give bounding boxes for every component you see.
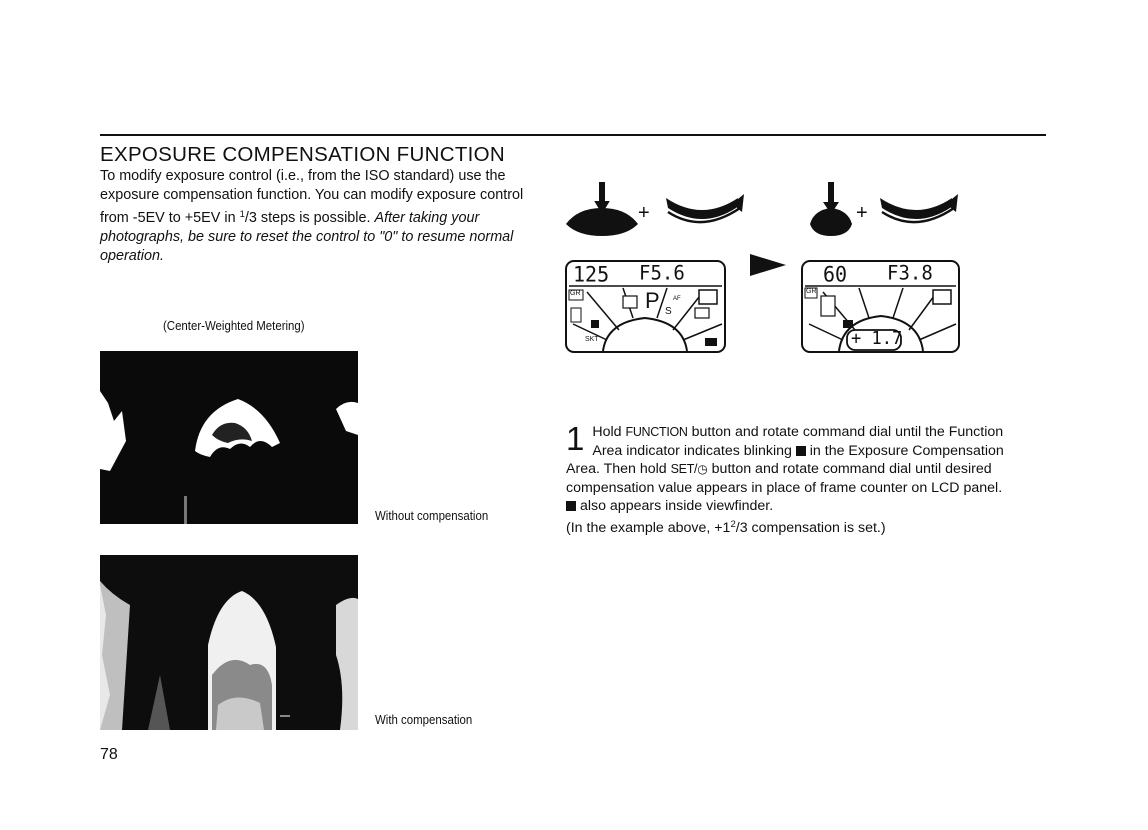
lcd-shutter-speed-after: 60 (823, 261, 848, 287)
step-1-instruction: 1 Hold FUNCTION button and rotate command dial until the Function Area indicator indicates blinking in the Exposure Compensation Area. Then hold SET/◷ button and rotate command dial until desired compensation value appears in place of frame counter on LCD panel. also appears inside viewfinder. (In the example above, $+1^2/3$ compensation is set.) (566, 420, 1004, 536)
step-number: 1 (566, 420, 585, 457)
page-title: EXPOSURE COMPENSATION FUNCTION (100, 143, 505, 166)
button-dial-diagram-2 (808, 180, 968, 244)
button-dial-diagram-1 (564, 180, 754, 244)
without-compensation-label: Without compensation (375, 508, 489, 523)
fraction: $^1$/3 (239, 209, 257, 226)
lcd-label-s: S (665, 306, 672, 317)
lcd-aperture-after: F3.8 (887, 261, 933, 285)
lcd-compensation-value: + 1.7 (851, 328, 903, 350)
example-text: (In the example above, +1 (566, 519, 731, 536)
self-timer-icon: ◷ (697, 462, 708, 476)
page-number: 78 (100, 746, 118, 763)
example-fraction-denominator: 3 (739, 519, 748, 536)
command-dial-icon (662, 188, 748, 234)
lcd-label-skt: SKT (585, 336, 599, 343)
example-fraction-numerator: 2 (730, 518, 736, 530)
lcd-label-gr-after: GR (806, 288, 817, 295)
lcd-panel-before (565, 260, 726, 353)
lcd-aperture: F5.6 (639, 261, 685, 285)
top-rule (100, 134, 1046, 136)
metering-caption: (Center-Weighted Metering) (163, 318, 305, 333)
plus-sign: + (638, 202, 650, 224)
photo-with-compensation (100, 555, 358, 730)
lcd-mode-p: P (645, 288, 660, 313)
fraction-denominator: 3 (248, 210, 257, 226)
lcd-shutter-speed: 125 (573, 261, 610, 287)
intro-warning: After taking your photographs, be sure to reset the control to "0" to resume normal operation. (100, 210, 514, 264)
fraction-numerator: 1 (239, 209, 245, 220)
step-text-2: button and rotate command dial until the Function Area indicator indicates blinking (592, 424, 1004, 459)
intro-paragraph (100, 167, 545, 266)
step-text-3: in the Exposure Compensation Area. Then hold (566, 442, 1004, 477)
compensation-indicator-icon (796, 446, 806, 456)
photo-without-compensation (100, 351, 358, 524)
set-button-label: SET/ (670, 462, 698, 476)
function-button-label: FUNCTION (625, 425, 688, 439)
example-text-end: compensation is set.) (747, 519, 886, 536)
lcd-panel-after (801, 260, 960, 353)
arrow-right-icon (750, 252, 788, 278)
with-compensation-label: With compensation (375, 712, 473, 727)
plus-sign-2: + (856, 202, 868, 224)
compensation-indicator-icon-2 (566, 501, 576, 511)
lcd-label-gr: GR (570, 290, 581, 297)
intro-text: To modify exposure control (i.e., from the ISO standard) use the exposure compensation function. You can modify exposure control from -5EV to +5EV in (100, 168, 524, 226)
step-text-1: Hold (592, 424, 626, 440)
step-text-4: button and rotate command dial until desired compensation value appears in place of frame counter on LCD panel. (566, 461, 1003, 496)
intro-text-2: steps is possible. (256, 210, 375, 226)
lcd-label-af: AF (673, 296, 681, 302)
command-dial-icon-2 (876, 188, 962, 234)
step-text-5: also appears inside viewfinder. (576, 498, 774, 514)
